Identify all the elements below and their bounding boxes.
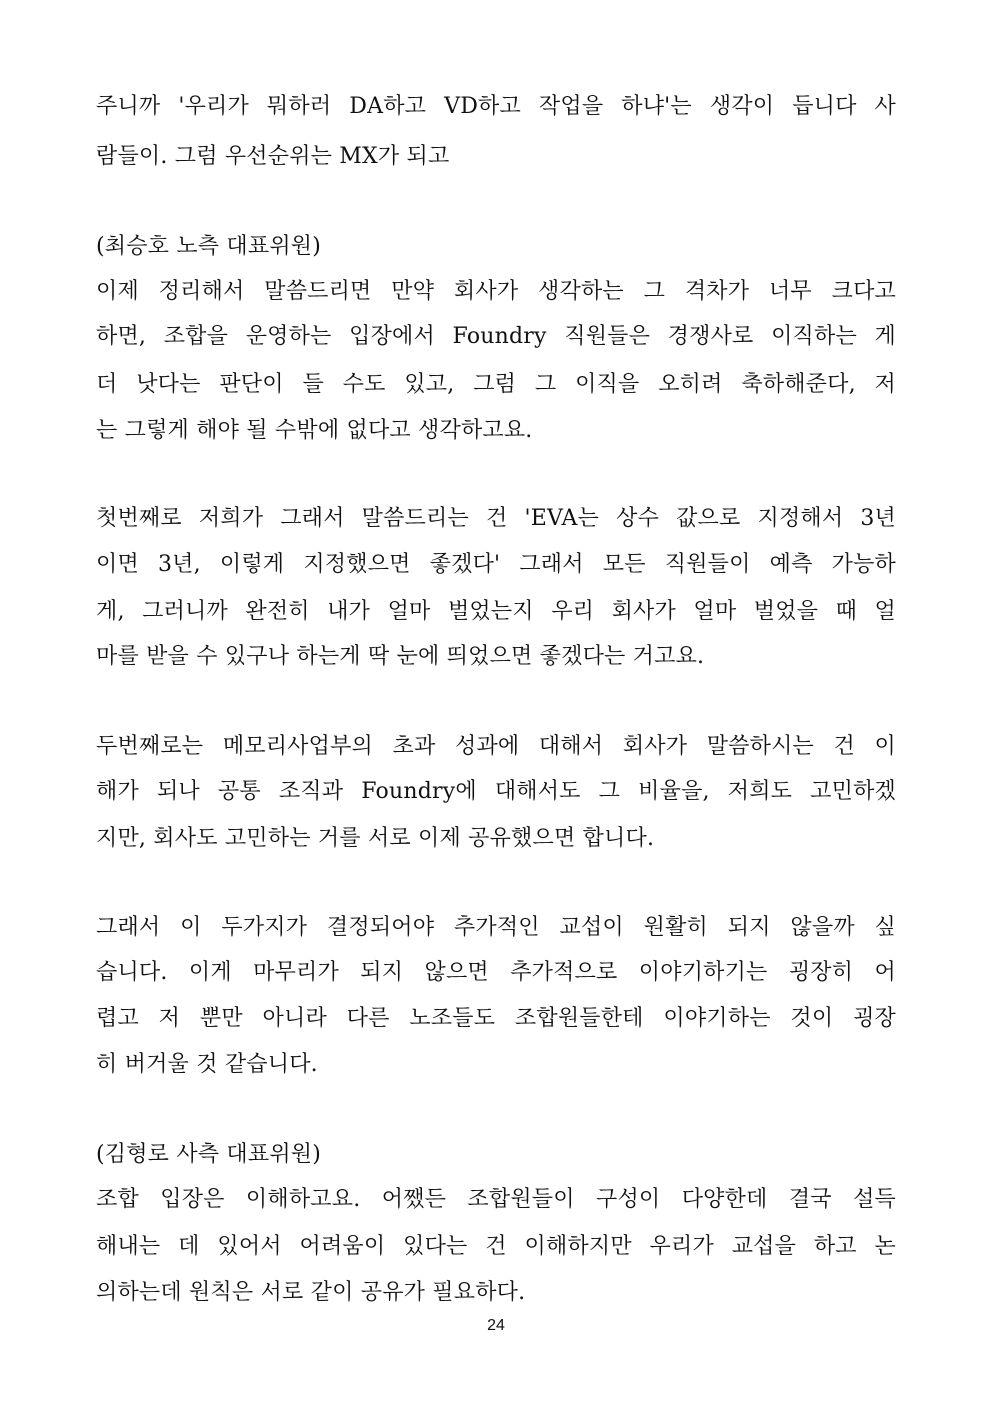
text-line: 렵고 저 뿐만 아니라 다른 노조들도 조합원들한테 이야기하는 것이 굉장 — [96, 1006, 896, 1031]
text-line: 게, 그러니까 완전히 내가 얼마 벌었는지 우리 회사가 얼마 벌었을 때 얼 — [96, 599, 896, 624]
text-line: 하면, 조합을 운영하는 입장에서 Foundry 직원들은 경쟁사로 이직하는 게 — [96, 324, 896, 349]
text-line: 지만, 회사도 고민하는 거를 서로 이제 공유했으면 합니다. — [96, 826, 655, 851]
text-line: 의하는데 원칙은 서로 같이 공유가 필요하다. — [96, 1280, 526, 1305]
text-line: 첫번째로 저희가 그래서 말씀드리는 건 'EVA는 상수 값으로 지정해서 3년 — [96, 506, 896, 531]
speaker-label: (김형로 사측 대표위원) — [96, 1142, 322, 1167]
text-line: 두번째로는 메모리사업부의 초과 성과에 대해서 회사가 말씀하시는 건 이 — [96, 734, 896, 759]
text-line: 히 버거울 것 같습니다. — [96, 1052, 318, 1077]
text-line: 해가 되나 공통 조직과 Foundry에 대해서도 그 비율을, 저희도 고민하겠 — [96, 779, 896, 804]
text-line: 는 그렇게 해야 될 수밖에 없다고 생각하고요. — [96, 418, 533, 443]
text-line: 그래서 이 두가지가 결정되어야 추가적인 교섭이 원활히 되지 않을까 싶 — [96, 915, 896, 940]
text-line: 주니까 '우리가 뭐하러 DA하고 VD하고 작업을 하냐'는 생각이 듭니다 사 — [96, 94, 896, 119]
text-line: 조합 입장은 이해하고요. 어쨌든 조합원들이 구성이 다양한데 결국 설득 — [96, 1187, 896, 1212]
speaker-label: (최승호 노측 대표위원) — [96, 234, 322, 259]
text-line: 마를 받을 수 있구나 하는게 딱 눈에 띄었으면 좋겠다는 거고요. — [96, 644, 705, 669]
page-number: 24 — [487, 1317, 505, 1334]
text-line: 해내는 데 있어서 어려움이 있다는 건 이해하지만 우리가 교섭을 하고 논 — [96, 1234, 896, 1259]
text-line: 람들이. 그럼 우선순위는 MX가 되고 — [96, 144, 450, 169]
text-line: 더 낫다는 판단이 들 수도 있고, 그럼 그 이직을 오히려 축하해준다, 저 — [96, 372, 896, 397]
text-line: 습니다. 이게 마무리가 되지 않으면 추가적으로 이야기하기는 굉장히 어 — [96, 960, 896, 985]
text-line: 이제 정리해서 말씀드리면 만약 회사가 생각하는 그 격차가 너무 크다고 — [96, 279, 896, 304]
text-line: 이면 3년, 이렇게 지정했으면 좋겠다' 그래서 모든 직원들이 예측 가능하 — [96, 552, 896, 577]
